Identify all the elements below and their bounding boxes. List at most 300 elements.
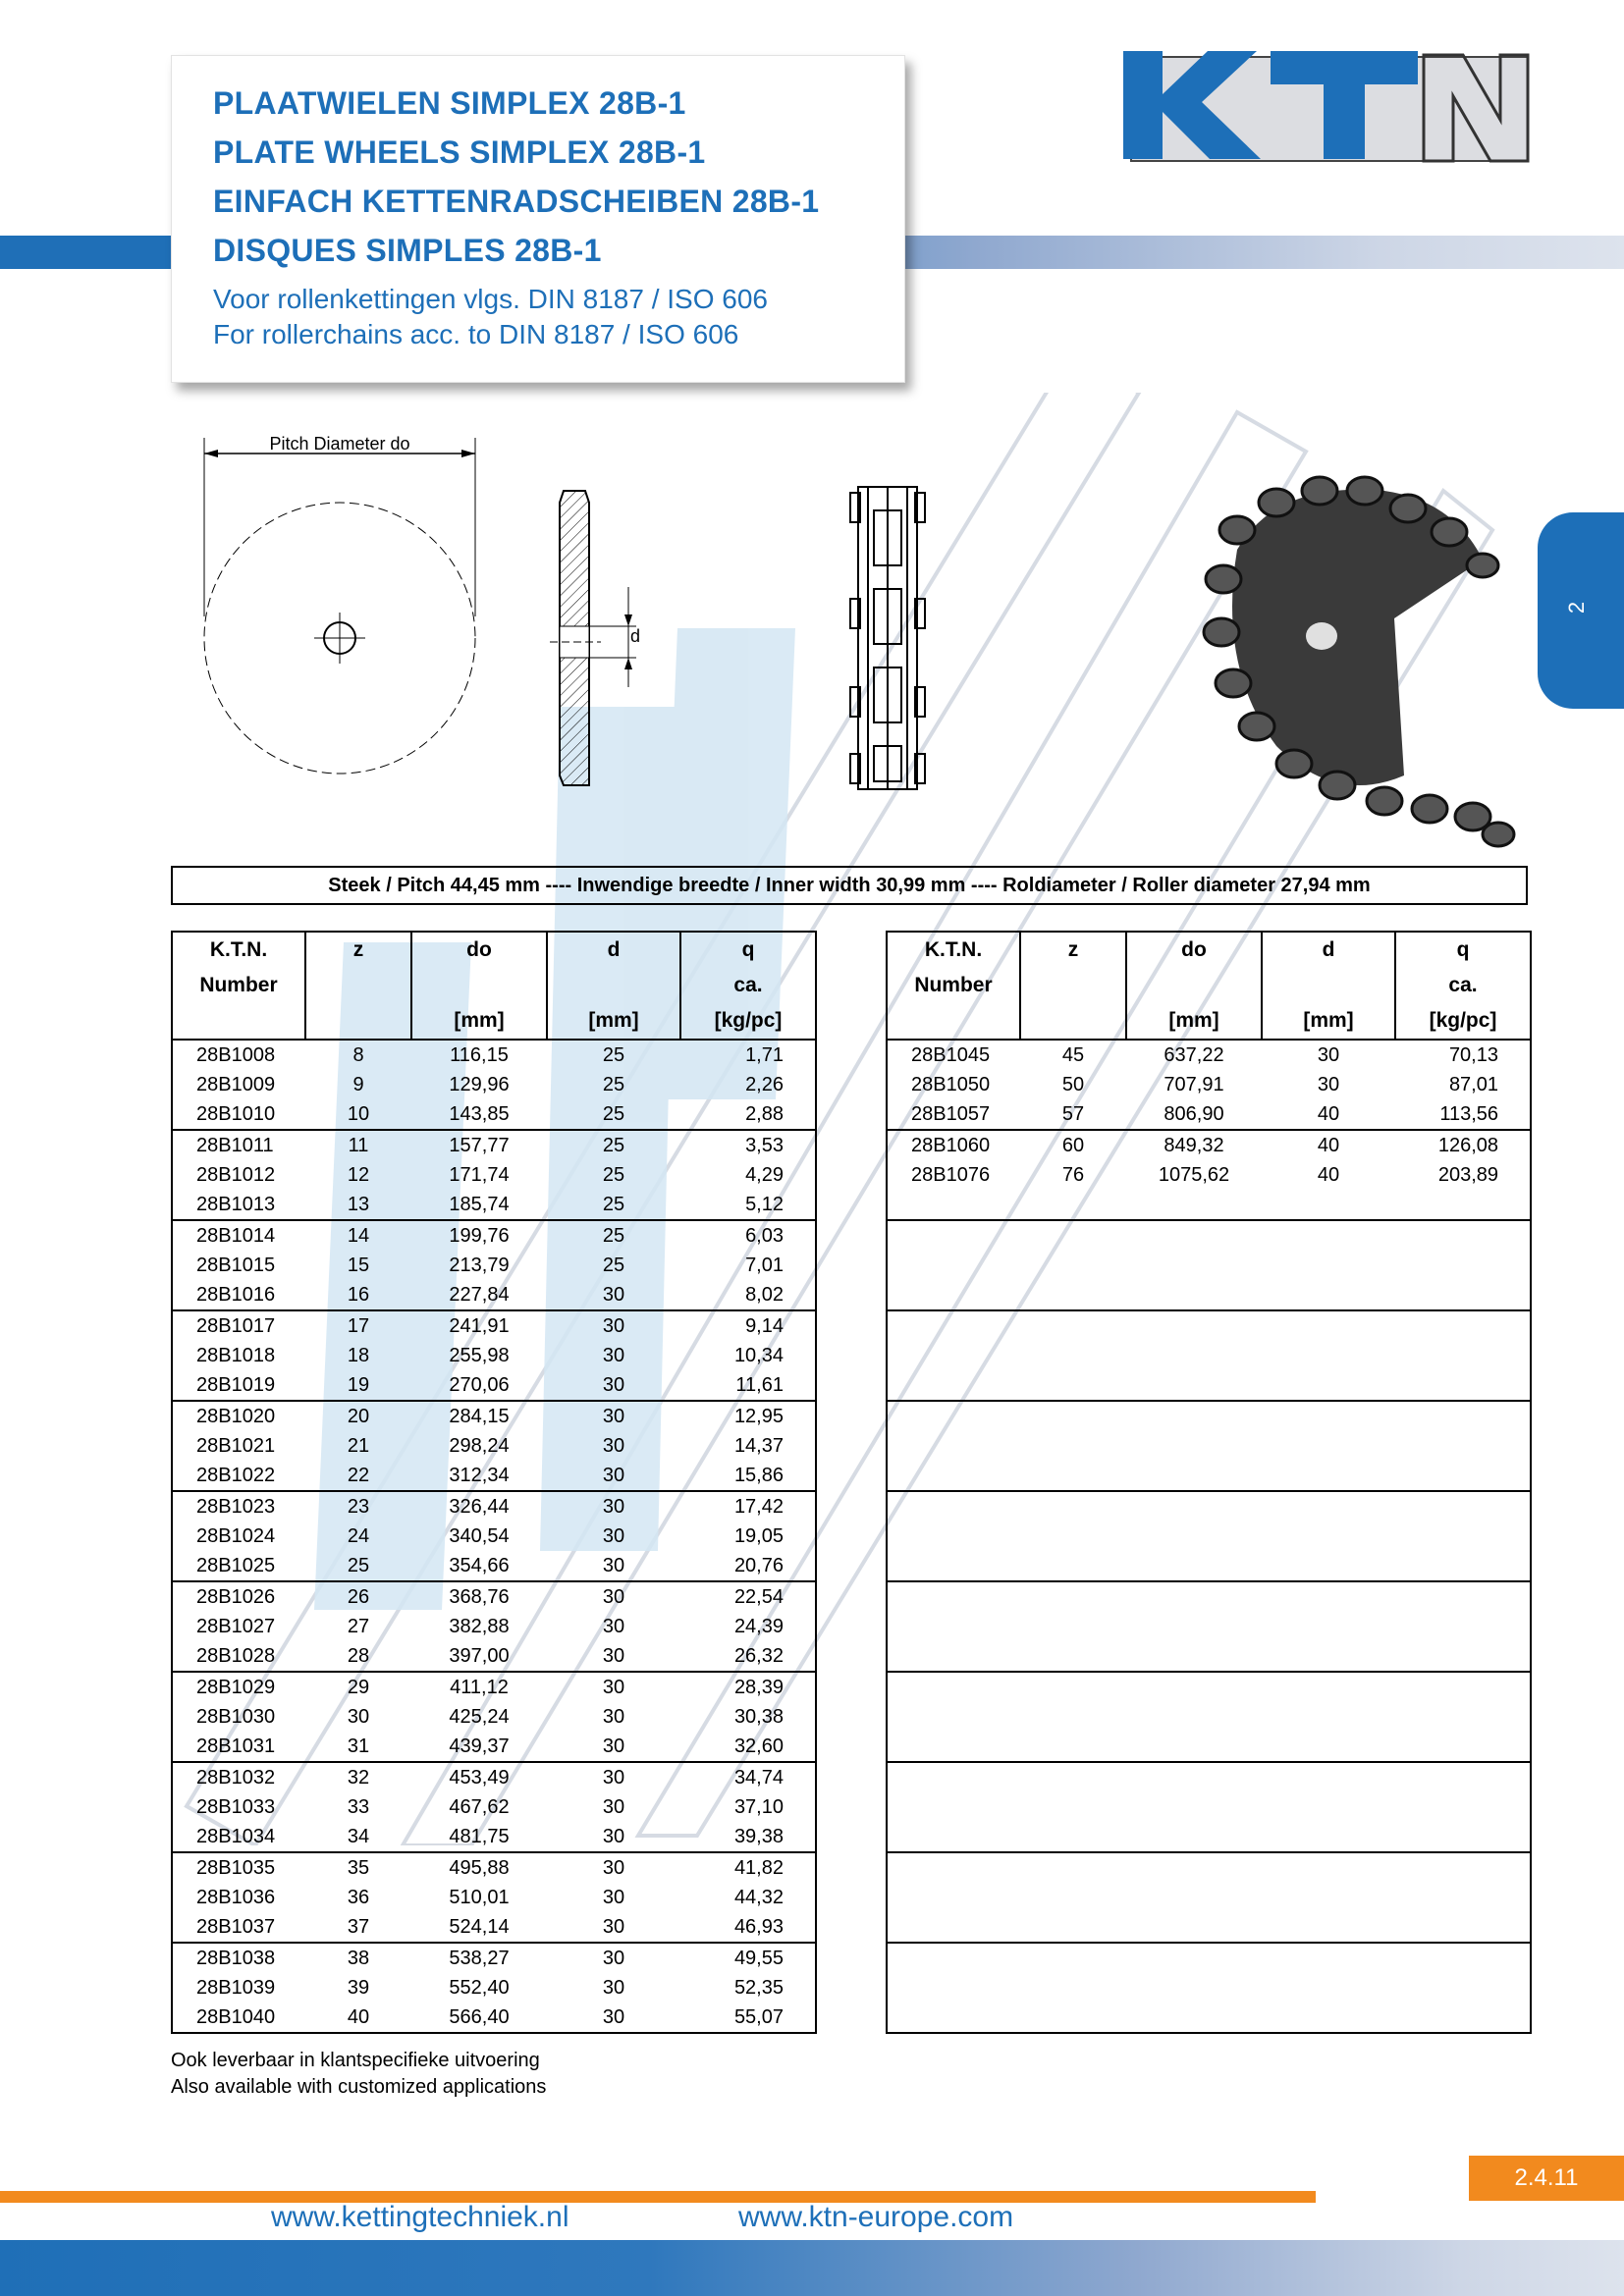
- section-tab: [1538, 512, 1624, 709]
- pitch-diameter-cell: 481,75: [449, 1826, 510, 1847]
- table-row: [172, 1522, 816, 1551]
- weight-cell: 22,54: [680, 1581, 816, 1612]
- table-row: [172, 1099, 816, 1130]
- note-en: Also available with customized applications: [171, 2076, 547, 2098]
- table-row: [172, 1370, 816, 1401]
- teeth-count-cell: 13: [347, 1194, 370, 1215]
- weight-cell: 39,38: [680, 1822, 816, 1852]
- ktn-number-cell: 28B1035: [172, 1852, 305, 1883]
- col-header-z: z: [305, 932, 411, 1040]
- teeth-count-cell: 24: [347, 1525, 370, 1547]
- ktn-number-cell: 28B1022: [172, 1461, 305, 1491]
- bore-diameter-cell: 30: [602, 1706, 625, 1728]
- teeth-count-cell: 29: [305, 1672, 411, 1702]
- table-row: [887, 1130, 1531, 1160]
- empty-cell: [887, 1280, 1531, 1310]
- empty-cell: [887, 1461, 1531, 1491]
- teeth-count-cell: 45: [1061, 1044, 1085, 1066]
- teeth-count-cell: 12: [347, 1164, 370, 1186]
- bore-diameter-cell: 30: [602, 1374, 625, 1396]
- table-row: [172, 1883, 816, 1912]
- table-row: [887, 1522, 1531, 1551]
- weight-cell: 14,37: [680, 1431, 816, 1461]
- table-row: [172, 1612, 816, 1641]
- page-number: 2.4.11: [1469, 2156, 1624, 2201]
- bore-diameter-cell: 30: [602, 1887, 625, 1908]
- empty-cell: [887, 1190, 1531, 1220]
- empty-cell: [887, 1672, 1531, 1702]
- teeth-count-cell: 34: [347, 1826, 370, 1847]
- empty-cell: [887, 1341, 1531, 1370]
- weight-cell: 126,08: [1395, 1130, 1531, 1160]
- table-row: [172, 1070, 816, 1099]
- pitch-diameter-cell: 637,22: [1164, 1044, 1224, 1066]
- empty-cell: [887, 1852, 1531, 1883]
- table-row: [887, 1732, 1531, 1762]
- teeth-count-cell: 39: [347, 1977, 370, 1999]
- bore-diameter-cell: 30: [602, 1345, 625, 1366]
- table-row: [887, 1461, 1531, 1491]
- table-row: [887, 1973, 1531, 2002]
- weight-cell: 41,82: [680, 1852, 816, 1883]
- table-row: [172, 1551, 816, 1581]
- weight-cell: 203,89: [1395, 1160, 1531, 1190]
- table-row: [887, 1762, 1531, 1792]
- weight-cell: 15,86: [680, 1461, 816, 1491]
- table-row: [887, 1251, 1531, 1280]
- weight-cell: 26,32: [680, 1641, 816, 1672]
- table-row: [172, 1973, 816, 2002]
- plate-wheels-table-right: [886, 931, 1532, 2034]
- table-row: [172, 1040, 816, 1070]
- bore-diameter-cell: 30: [602, 1465, 625, 1486]
- bore-diameter-cell: 30: [547, 1491, 680, 1522]
- weight-cell: 2,26: [680, 1070, 816, 1099]
- weight-cell: 17,42: [680, 1491, 816, 1522]
- teeth-count-cell: 50: [1061, 1074, 1085, 1095]
- weight-cell: 28,39: [680, 1672, 816, 1702]
- subtitle-nl: Voor rollenkettingen vlgs. DIN 8187 / ISO 606: [213, 284, 768, 314]
- weight-cell: 10,34: [680, 1341, 816, 1370]
- teeth-count-cell: 18: [347, 1345, 370, 1366]
- weight-cell: 12,95: [680, 1401, 816, 1431]
- ktn-number-cell: 28B1013: [172, 1190, 305, 1220]
- table-row: [172, 1672, 816, 1702]
- table-row: [887, 1491, 1531, 1522]
- empty-cell: [887, 1401, 1531, 1431]
- pitch-diameter-cell: 382,88: [449, 1616, 510, 1637]
- empty-cell: [887, 1220, 1531, 1251]
- pitch-diameter-cell: 806,90: [1164, 1103, 1224, 1125]
- footer-band: [0, 2240, 1624, 2296]
- table-row: [172, 1461, 816, 1491]
- table-row: [887, 1220, 1531, 1251]
- weight-cell: 1,71: [680, 1040, 816, 1070]
- bore-diameter-cell: 25: [602, 1103, 625, 1125]
- teeth-count-cell: 26: [305, 1581, 411, 1612]
- pitch-diameter-cell: 171,74: [449, 1164, 510, 1186]
- weight-cell: 32,60: [680, 1732, 816, 1762]
- bore-diameter-cell: 30: [547, 1310, 680, 1341]
- table-row: [887, 1370, 1531, 1401]
- ktn-number-cell: 28B1028: [172, 1641, 305, 1672]
- ktn-number-cell: 28B1030: [172, 1702, 305, 1732]
- bore-diameter-cell: 25: [547, 1220, 680, 1251]
- weight-cell: 5,12: [680, 1190, 816, 1220]
- bore-diameter-cell: 30: [602, 1616, 625, 1637]
- table-row: [887, 1702, 1531, 1732]
- bore-diameter-cell: 25: [602, 1044, 625, 1066]
- table-row: [172, 2002, 816, 2033]
- pitch-diameter-cell: 524,14: [449, 1916, 510, 1938]
- weight-cell: 24,39: [680, 1612, 816, 1641]
- bore-diameter-label: d: [630, 626, 641, 646]
- weight-cell: 30,38: [680, 1702, 816, 1732]
- table-row: [887, 1792, 1531, 1822]
- pitch-diameter-cell: 467,62: [449, 1796, 510, 1818]
- ktn-number-cell: 28B1038: [172, 1943, 305, 1973]
- ktn-number-cell: 28B1020: [172, 1401, 305, 1431]
- pitch-diameter-cell: 566,40: [411, 2002, 547, 2033]
- bore-diameter-cell: 30: [602, 1645, 625, 1667]
- sprocket-3d-render: [1198, 452, 1522, 864]
- bore-diameter-cell: 30: [547, 1852, 680, 1883]
- ktn-number-cell: 28B1012: [172, 1160, 305, 1190]
- ktn-number-cell: 28B1009: [172, 1070, 305, 1099]
- table-row: [172, 1280, 816, 1310]
- ktn-number-cell: 28B1018: [172, 1341, 305, 1370]
- teeth-count-cell: 25: [347, 1555, 370, 1576]
- table-row: [887, 1912, 1531, 1943]
- ktn-number-cell: 28B1034: [172, 1822, 305, 1852]
- teeth-count-cell: 19: [347, 1374, 370, 1396]
- weight-cell: 34,74: [680, 1762, 816, 1792]
- table-row: [887, 1431, 1531, 1461]
- ktn-number-cell: 28B1036: [172, 1883, 305, 1912]
- teeth-count-cell: 14: [305, 1220, 411, 1251]
- weight-cell: 70,13: [1395, 1040, 1531, 1070]
- teeth-count-cell: 22: [347, 1465, 370, 1486]
- bore-diameter-cell: 25: [602, 1255, 625, 1276]
- pitch-diameter-cell: 552,40: [449, 1977, 510, 1999]
- title-de: EINFACH KETTENRADSCHEIBEN 28B-1: [213, 184, 820, 219]
- empty-cell: [887, 1251, 1531, 1280]
- table-row: [172, 1220, 816, 1251]
- table-row: [887, 1160, 1531, 1190]
- table-row: [172, 1822, 816, 1852]
- empty-cell: [887, 1310, 1531, 1341]
- teeth-count-cell: 35: [305, 1852, 411, 1883]
- col-header-number: K.T.N. Number: [172, 932, 305, 1040]
- teeth-count-cell: 15: [347, 1255, 370, 1276]
- pitch-diameter-cell: 298,24: [449, 1435, 510, 1457]
- ktn-number-cell: 28B1010: [172, 1099, 305, 1130]
- bore-diameter-cell: 40: [1262, 1130, 1395, 1160]
- ktn-logo: [1123, 51, 1536, 167]
- ktn-number-cell: 28B1017: [172, 1310, 305, 1341]
- title-box: [171, 55, 905, 383]
- teeth-count-cell: 10: [347, 1103, 370, 1125]
- ktn-number-cell: 28B1039: [172, 1973, 305, 2002]
- weight-cell: 52,35: [680, 1973, 816, 2002]
- title-fr: DISQUES SIMPLES 28B-1: [213, 233, 602, 268]
- bore-diameter-cell: 30: [547, 1943, 680, 1973]
- bore-diameter-cell: 30: [602, 1735, 625, 1757]
- bore-diameter-cell: 25: [547, 1130, 680, 1160]
- table-row: [172, 1641, 816, 1672]
- table-row: [172, 1431, 816, 1461]
- col-header-do: do [mm]: [1126, 932, 1262, 1040]
- table-row: [172, 1251, 816, 1280]
- teeth-count-cell: 37: [347, 1916, 370, 1938]
- sprocket-front-view: [187, 430, 501, 793]
- pitch-diameter-cell: 255,98: [449, 1345, 510, 1366]
- bore-diameter-cell: 30: [547, 1672, 680, 1702]
- teeth-count-cell: 8: [352, 1044, 364, 1066]
- table-row: [172, 1160, 816, 1190]
- weight-cell: 2,88: [680, 1099, 816, 1130]
- teeth-count-cell: 20: [305, 1401, 411, 1431]
- col-header-number: K.T.N. Number: [887, 932, 1020, 1040]
- empty-cell: [887, 1581, 1531, 1612]
- weight-cell: 3,53: [680, 1130, 816, 1160]
- ktn-number-cell: 28B1076: [887, 1160, 1020, 1190]
- table-row: [887, 1099, 1531, 1130]
- ktn-number-cell: 28B1014: [172, 1220, 305, 1251]
- weight-cell: 113,56: [1395, 1099, 1531, 1130]
- teeth-count-cell: 9: [352, 1074, 364, 1095]
- empty-cell: [887, 1883, 1531, 1912]
- table-row: [887, 1341, 1531, 1370]
- sprocket-side-view: [530, 481, 668, 795]
- pitch-diameter-cell: 354,66: [449, 1555, 510, 1576]
- pitch-diameter-cell: 340,54: [449, 1525, 510, 1547]
- pitch-diameter-cell: 1075,62: [1158, 1164, 1230, 1186]
- pitch-diameter-cell: 284,15: [411, 1401, 547, 1431]
- teeth-count-cell: 30: [347, 1706, 370, 1728]
- pitch-diameter-cell: 213,79: [449, 1255, 510, 1276]
- empty-cell: [887, 1732, 1531, 1762]
- weight-cell: 4,29: [680, 1160, 816, 1190]
- table-row: [887, 1852, 1531, 1883]
- link-kettingtechniek[interactable]: www.kettingtechniek.nl: [271, 2201, 569, 2233]
- bore-diameter-cell: 40: [1317, 1103, 1340, 1125]
- teeth-count-cell: 21: [347, 1435, 370, 1457]
- pitch-diameter-label: Pitch Diameter do: [269, 434, 410, 454]
- col-header-do: do [mm]: [411, 932, 547, 1040]
- chain-spec-bar: Steek / Pitch 44,45 mm ---- Inwendige breedte / Inner width 30,99 mm ---- Roldiameter / Roller diameter 27,94 mm: [171, 866, 1528, 905]
- pitch-diameter-cell: 368,76: [411, 1581, 547, 1612]
- bore-diameter-cell: 25: [602, 1164, 625, 1186]
- table-row: [172, 1190, 816, 1220]
- empty-cell: [887, 1370, 1531, 1401]
- pitch-diameter-cell: 157,77: [411, 1130, 547, 1160]
- empty-cell: [887, 1551, 1531, 1581]
- weight-cell: 37,10: [680, 1792, 816, 1822]
- table-row: [887, 2002, 1531, 2033]
- bore-diameter-cell: 30: [547, 1762, 680, 1792]
- empty-cell: [887, 1822, 1531, 1852]
- title-nl: PLAATWIELEN SIMPLEX 28B-1: [213, 85, 686, 121]
- teeth-count-cell: 38: [305, 1943, 411, 1973]
- ktn-number-cell: 28B1016: [172, 1280, 305, 1310]
- pitch-diameter-cell: 129,96: [449, 1074, 510, 1095]
- pitch-diameter-cell: 270,06: [449, 1374, 510, 1396]
- col-header-d: d [mm]: [1262, 932, 1395, 1040]
- table-row: [172, 1792, 816, 1822]
- ktn-number-cell: 28B1024: [172, 1522, 305, 1551]
- teeth-count-cell: 17: [305, 1310, 411, 1341]
- ktn-number-cell: 28B1029: [172, 1672, 305, 1702]
- empty-cell: [887, 1792, 1531, 1822]
- bore-diameter-cell: 30: [602, 1977, 625, 1999]
- table-row: [887, 1070, 1531, 1099]
- bore-diameter-cell: 30: [602, 1435, 625, 1457]
- pitch-diameter-cell: 241,91: [411, 1310, 547, 1341]
- ktn-number-cell: 28B1008: [172, 1040, 305, 1070]
- table-row: [172, 1852, 816, 1883]
- table-row: [887, 1581, 1531, 1612]
- empty-cell: [887, 1762, 1531, 1792]
- table-row: [887, 1280, 1531, 1310]
- ktn-number-cell: 28B1027: [172, 1612, 305, 1641]
- teeth-count-cell: 33: [347, 1796, 370, 1818]
- bore-diameter-cell: 30: [602, 1826, 625, 1847]
- empty-cell: [887, 1431, 1531, 1461]
- empty-cell: [887, 1912, 1531, 1943]
- weight-cell: 44,32: [680, 1883, 816, 1912]
- ktn-number-cell: 28B1011: [172, 1130, 305, 1160]
- table-row: [887, 1551, 1531, 1581]
- table-row: [887, 1040, 1531, 1070]
- table-row: [172, 1491, 816, 1522]
- table-row: [172, 1130, 816, 1160]
- pitch-diameter-cell: 312,34: [449, 1465, 510, 1486]
- ktn-number-cell: 28B1031: [172, 1732, 305, 1762]
- pitch-diameter-cell: 849,32: [1126, 1130, 1262, 1160]
- section-tab-number: 2: [1564, 601, 1590, 614]
- pitch-diameter-cell: 425,24: [449, 1706, 510, 1728]
- table-row: [887, 1310, 1531, 1341]
- pitch-diameter-cell: 439,37: [449, 1735, 510, 1757]
- teeth-count-cell: 57: [1061, 1103, 1085, 1125]
- col-header-d: d [mm]: [547, 932, 680, 1040]
- ktn-number-cell: 28B1026: [172, 1581, 305, 1612]
- empty-cell: [887, 1491, 1531, 1522]
- bore-diameter-cell: 30: [1317, 1044, 1340, 1066]
- bore-diameter-cell: 25: [602, 1194, 625, 1215]
- ktn-number-cell: 28B1025: [172, 1551, 305, 1581]
- empty-cell: [887, 1943, 1531, 1973]
- table-row: [172, 1401, 816, 1431]
- weight-cell: 11,61: [680, 1370, 816, 1401]
- teeth-count-cell: 27: [347, 1616, 370, 1637]
- chain-side-view: [844, 481, 933, 795]
- ktn-number-cell: 28B1032: [172, 1762, 305, 1792]
- empty-cell: [887, 1612, 1531, 1641]
- teeth-count-cell: 40: [305, 2002, 411, 2033]
- table-row: [887, 1612, 1531, 1641]
- footer-orange-line: [0, 2191, 1316, 2203]
- ktn-number-cell: 28B1033: [172, 1792, 305, 1822]
- pitch-diameter-cell: 199,76: [411, 1220, 547, 1251]
- table-row: [172, 1762, 816, 1792]
- teeth-count-cell: 11: [305, 1130, 411, 1160]
- teeth-count-cell: 16: [347, 1284, 370, 1306]
- title-en: PLATE WHEELS SIMPLEX 28B-1: [213, 134, 706, 170]
- pitch-diameter-cell: 185,74: [449, 1194, 510, 1215]
- teeth-count-cell: 60: [1020, 1130, 1126, 1160]
- table-row: [887, 1943, 1531, 1973]
- empty-cell: [887, 1973, 1531, 2002]
- table-row: [172, 1912, 816, 1943]
- pitch-diameter-cell: 143,85: [449, 1103, 510, 1125]
- plate-wheels-table-left: [171, 931, 817, 2034]
- pitch-diameter-cell: 538,27: [411, 1943, 547, 1973]
- col-header-q: q ca. [kg/pc]: [1395, 932, 1531, 1040]
- pitch-diameter-cell: 326,44: [411, 1491, 547, 1522]
- pitch-diameter-cell: 495,88: [411, 1852, 547, 1883]
- table-row: [172, 1341, 816, 1370]
- empty-cell: [887, 1702, 1531, 1732]
- ktn-number-cell: 28B1060: [887, 1130, 1020, 1160]
- bore-diameter-cell: 30: [547, 1581, 680, 1612]
- bore-diameter-cell: 30: [1317, 1074, 1340, 1095]
- bore-diameter-cell: 30: [602, 1796, 625, 1818]
- pitch-diameter-cell: 510,01: [449, 1887, 510, 1908]
- bore-diameter-cell: 40: [1317, 1164, 1340, 1186]
- ktn-number-cell: 28B1045: [887, 1040, 1020, 1070]
- table-row: [172, 1702, 816, 1732]
- link-ktn-europe[interactable]: www.ktn-europe.com: [738, 2201, 1014, 2233]
- teeth-count-cell: 31: [347, 1735, 370, 1757]
- weight-cell: 19,05: [680, 1522, 816, 1551]
- note-nl: Ook leverbaar in klantspecifieke uitvoering: [171, 2050, 540, 2071]
- teeth-count-cell: 76: [1061, 1164, 1085, 1186]
- col-header-q: q ca. [kg/pc]: [680, 932, 816, 1040]
- weight-cell: 7,01: [680, 1251, 816, 1280]
- ktn-number-cell: 28B1019: [172, 1370, 305, 1401]
- bore-diameter-cell: 30: [602, 1284, 625, 1306]
- teeth-count-cell: 36: [347, 1887, 370, 1908]
- weight-cell: 49,55: [680, 1943, 816, 1973]
- ktn-number-cell: 28B1023: [172, 1491, 305, 1522]
- bore-diameter-cell: 25: [602, 1074, 625, 1095]
- table-row: [172, 1732, 816, 1762]
- empty-cell: [887, 2002, 1531, 2033]
- pitch-diameter-cell: 453,49: [411, 1762, 547, 1792]
- pitch-diameter-cell: 116,15: [450, 1044, 509, 1066]
- ktn-number-cell: 28B1021: [172, 1431, 305, 1461]
- table-row: [172, 1310, 816, 1341]
- teeth-count-cell: 23: [305, 1491, 411, 1522]
- table-row: [172, 1581, 816, 1612]
- ktn-number-cell: 28B1037: [172, 1912, 305, 1943]
- pitch-diameter-cell: 397,00: [449, 1645, 510, 1667]
- ktn-number-cell: 28B1015: [172, 1251, 305, 1280]
- subtitle-en: For rollerchains acc. to DIN 8187 / ISO 606: [213, 319, 739, 349]
- weight-cell: 9,14: [680, 1310, 816, 1341]
- ktn-number-cell: 28B1050: [887, 1070, 1020, 1099]
- table-row: [172, 1943, 816, 1973]
- ktn-number-cell: 28B1040: [172, 2002, 305, 2033]
- bore-diameter-cell: 30: [602, 1555, 625, 1576]
- table-row: [887, 1401, 1531, 1431]
- table-row: [887, 1822, 1531, 1852]
- table-row: [887, 1641, 1531, 1672]
- empty-cell: [887, 1522, 1531, 1551]
- pitch-diameter-cell: 227,84: [449, 1284, 510, 1306]
